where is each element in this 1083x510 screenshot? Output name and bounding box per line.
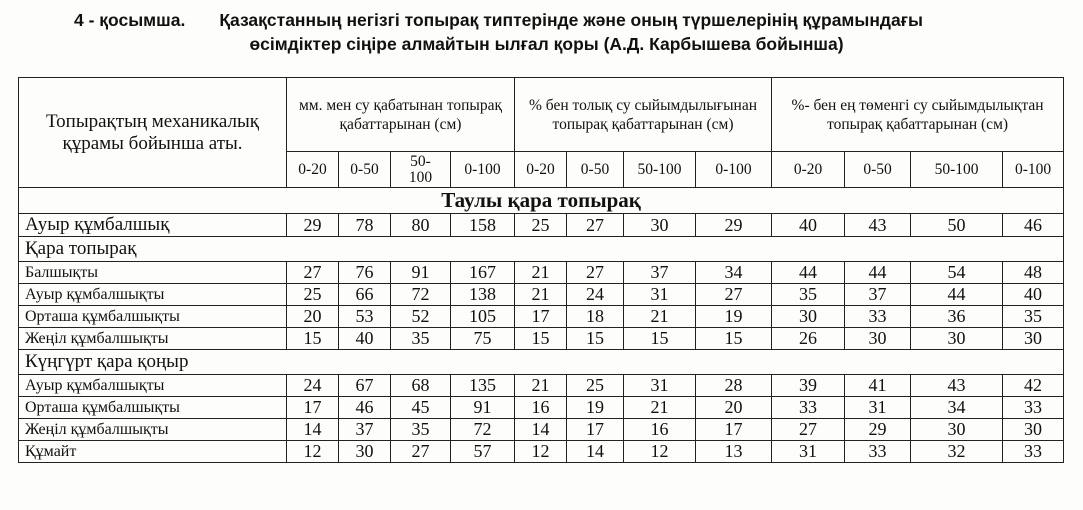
value-cell: 12	[287, 441, 339, 463]
value-cell: 36	[911, 306, 1003, 328]
value-cell: 72	[451, 419, 515, 441]
value-cell: 12	[624, 441, 696, 463]
value-cell: 35	[391, 419, 451, 441]
depth-subheader: 0-50	[339, 152, 391, 188]
value-cell: 30	[772, 306, 845, 328]
appendix-label: 4 - қосымша.	[74, 10, 186, 30]
value-cell: 35	[391, 328, 451, 350]
value-cell: 16	[515, 397, 567, 419]
name-column-header: Топырақтың механикалық құрамы бойынша аты.	[19, 78, 287, 188]
moisture-table	[18, 77, 1064, 463]
value-cell: 91	[451, 397, 515, 419]
value-cell: 21	[624, 306, 696, 328]
value-cell: 46	[339, 397, 391, 419]
soil-name-cell: Ауыр құмбалшықты	[19, 284, 287, 306]
depth-subheader: 0-20	[515, 152, 567, 188]
title-line-2: өсімдіктер сіңіре алмайтын ылғал қоры (А.Д. Карбышева бойынша)	[249, 34, 844, 54]
value-cell: 21	[515, 284, 567, 306]
depth-subheader: 0-50	[845, 152, 911, 188]
value-cell: 42	[1003, 375, 1064, 397]
value-cell: 80	[391, 214, 451, 237]
value-cell: 27	[567, 214, 624, 237]
depth-subheader: 50-100	[624, 152, 696, 188]
value-cell: 27	[772, 419, 845, 441]
value-cell: 37	[624, 262, 696, 284]
value-cell: 13	[696, 441, 772, 463]
value-cell: 18	[567, 306, 624, 328]
title-line-1	[0, 8, 1083, 32]
value-cell: 20	[287, 306, 339, 328]
group-header-full-capacity: % бен толық су сыйымдылығынан топырақ қабаттарынан (см)	[515, 78, 772, 152]
value-cell: 78	[339, 214, 391, 237]
value-cell: 20	[696, 397, 772, 419]
value-cell: 75	[451, 328, 515, 350]
group-header-min-capacity: %- бен ең төменгі су сыйымдылықтан топырақ қабаттарынан (см)	[772, 78, 1064, 152]
depth-subheader: 0-100	[696, 152, 772, 188]
value-cell: 41	[845, 375, 911, 397]
value-cell: 24	[567, 284, 624, 306]
value-cell: 31	[845, 397, 911, 419]
value-cell: 31	[624, 375, 696, 397]
value-cell: 54	[911, 262, 1003, 284]
value-cell: 158	[451, 214, 515, 237]
value-cell: 25	[515, 214, 567, 237]
value-cell: 35	[772, 284, 845, 306]
value-cell: 43	[911, 375, 1003, 397]
value-cell: 21	[515, 262, 567, 284]
value-cell: 15	[515, 328, 567, 350]
depth-subheader: 0-100	[1003, 152, 1064, 188]
table-row	[19, 284, 1064, 306]
value-cell: 34	[696, 262, 772, 284]
value-cell: 35	[1003, 306, 1064, 328]
section-title: Таулы қара топырақ	[19, 188, 1064, 214]
soil-name-cell: Құмайт	[19, 441, 287, 463]
value-cell: 21	[624, 397, 696, 419]
title-text-1: Қазақстанның негізгі топырақ типтерінде және оның түршелерінің құрамындағы	[219, 10, 923, 30]
value-cell: 66	[339, 284, 391, 306]
value-cell: 19	[696, 306, 772, 328]
value-cell: 39	[772, 375, 845, 397]
value-cell: 67	[339, 375, 391, 397]
depth-subheader: 0-20	[772, 152, 845, 188]
value-cell: 27	[696, 284, 772, 306]
value-cell: 105	[451, 306, 515, 328]
section-row	[19, 350, 1064, 375]
value-cell: 34	[911, 397, 1003, 419]
value-cell: 44	[845, 262, 911, 284]
value-cell: 17	[567, 419, 624, 441]
depth-subheader: 0-50	[567, 152, 624, 188]
table-row	[19, 214, 1064, 237]
value-cell: 21	[515, 375, 567, 397]
soil-name-cell: Жеңіл құмбалшықты	[19, 328, 287, 350]
section-title: Қара топырақ	[19, 237, 1064, 262]
value-cell: 25	[287, 284, 339, 306]
value-cell: 37	[845, 284, 911, 306]
value-cell: 135	[451, 375, 515, 397]
value-cell: 40	[772, 214, 845, 237]
value-cell: 33	[845, 306, 911, 328]
document-title	[0, 8, 1083, 56]
value-cell: 32	[911, 441, 1003, 463]
value-cell: 14	[567, 441, 624, 463]
depth-subheader: 50-100	[911, 152, 1003, 188]
value-cell: 167	[451, 262, 515, 284]
value-cell: 72	[391, 284, 451, 306]
section-row	[19, 188, 1064, 214]
value-cell: 17	[287, 397, 339, 419]
value-cell: 30	[624, 214, 696, 237]
depth-subheader: 0-100	[451, 152, 515, 188]
value-cell: 44	[911, 284, 1003, 306]
value-cell: 15	[287, 328, 339, 350]
value-cell: 46	[1003, 214, 1064, 237]
value-cell: 27	[567, 262, 624, 284]
value-cell: 30	[845, 328, 911, 350]
value-cell: 33	[1003, 397, 1064, 419]
soil-name-cell: Орташа құмбалшықты	[19, 397, 287, 419]
value-cell: 37	[339, 419, 391, 441]
table-row	[19, 328, 1064, 350]
value-cell: 12	[515, 441, 567, 463]
value-cell: 15	[696, 328, 772, 350]
value-cell: 53	[339, 306, 391, 328]
table-row	[19, 262, 1064, 284]
value-cell: 30	[911, 328, 1003, 350]
table-row	[19, 419, 1064, 441]
value-cell: 15	[567, 328, 624, 350]
value-cell: 30	[339, 441, 391, 463]
section-title: Күңгүрт қара қоңыр	[19, 350, 1064, 375]
value-cell: 26	[772, 328, 845, 350]
value-cell: 14	[515, 419, 567, 441]
value-cell: 33	[772, 397, 845, 419]
value-cell: 16	[624, 419, 696, 441]
value-cell: 33	[845, 441, 911, 463]
value-cell: 57	[451, 441, 515, 463]
depth-subheader: 50-100	[391, 152, 451, 188]
group-header-mm: мм. мен су қабатынан топырақ қабаттарынан (см)	[287, 78, 515, 152]
value-cell: 29	[287, 214, 339, 237]
value-cell: 33	[1003, 441, 1064, 463]
value-cell: 24	[287, 375, 339, 397]
value-cell: 31	[772, 441, 845, 463]
soil-name-cell: Орташа құмбалшықты	[19, 306, 287, 328]
value-cell: 19	[567, 397, 624, 419]
table-row	[19, 306, 1064, 328]
value-cell: 15	[624, 328, 696, 350]
value-cell: 29	[696, 214, 772, 237]
value-cell: 40	[1003, 284, 1064, 306]
section-row	[19, 237, 1064, 262]
value-cell: 44	[772, 262, 845, 284]
table-row	[19, 375, 1064, 397]
value-cell: 76	[339, 262, 391, 284]
table-row	[19, 441, 1064, 463]
value-cell: 30	[1003, 419, 1064, 441]
value-cell: 45	[391, 397, 451, 419]
value-cell: 30	[911, 419, 1003, 441]
value-cell: 40	[339, 328, 391, 350]
soil-name-cell: Ауыр құмбалшықты	[19, 375, 287, 397]
value-cell: 27	[287, 262, 339, 284]
value-cell: 31	[624, 284, 696, 306]
value-cell: 52	[391, 306, 451, 328]
value-cell: 17	[696, 419, 772, 441]
value-cell: 30	[1003, 328, 1064, 350]
value-cell: 14	[287, 419, 339, 441]
value-cell: 68	[391, 375, 451, 397]
soil-name-cell: Жеңіл құмбалшықты	[19, 419, 287, 441]
value-cell: 43	[845, 214, 911, 237]
value-cell: 29	[845, 419, 911, 441]
soil-name-cell: Балшықты	[19, 262, 287, 284]
value-cell: 17	[515, 306, 567, 328]
value-cell: 28	[696, 375, 772, 397]
table-row	[19, 397, 1064, 419]
value-cell: 25	[567, 375, 624, 397]
soil-name-cell: Ауыр құмбалшық	[19, 214, 287, 237]
value-cell: 91	[391, 262, 451, 284]
value-cell: 138	[451, 284, 515, 306]
value-cell: 27	[391, 441, 451, 463]
value-cell: 50	[911, 214, 1003, 237]
depth-subheader: 0-20	[287, 152, 339, 188]
value-cell: 48	[1003, 262, 1064, 284]
